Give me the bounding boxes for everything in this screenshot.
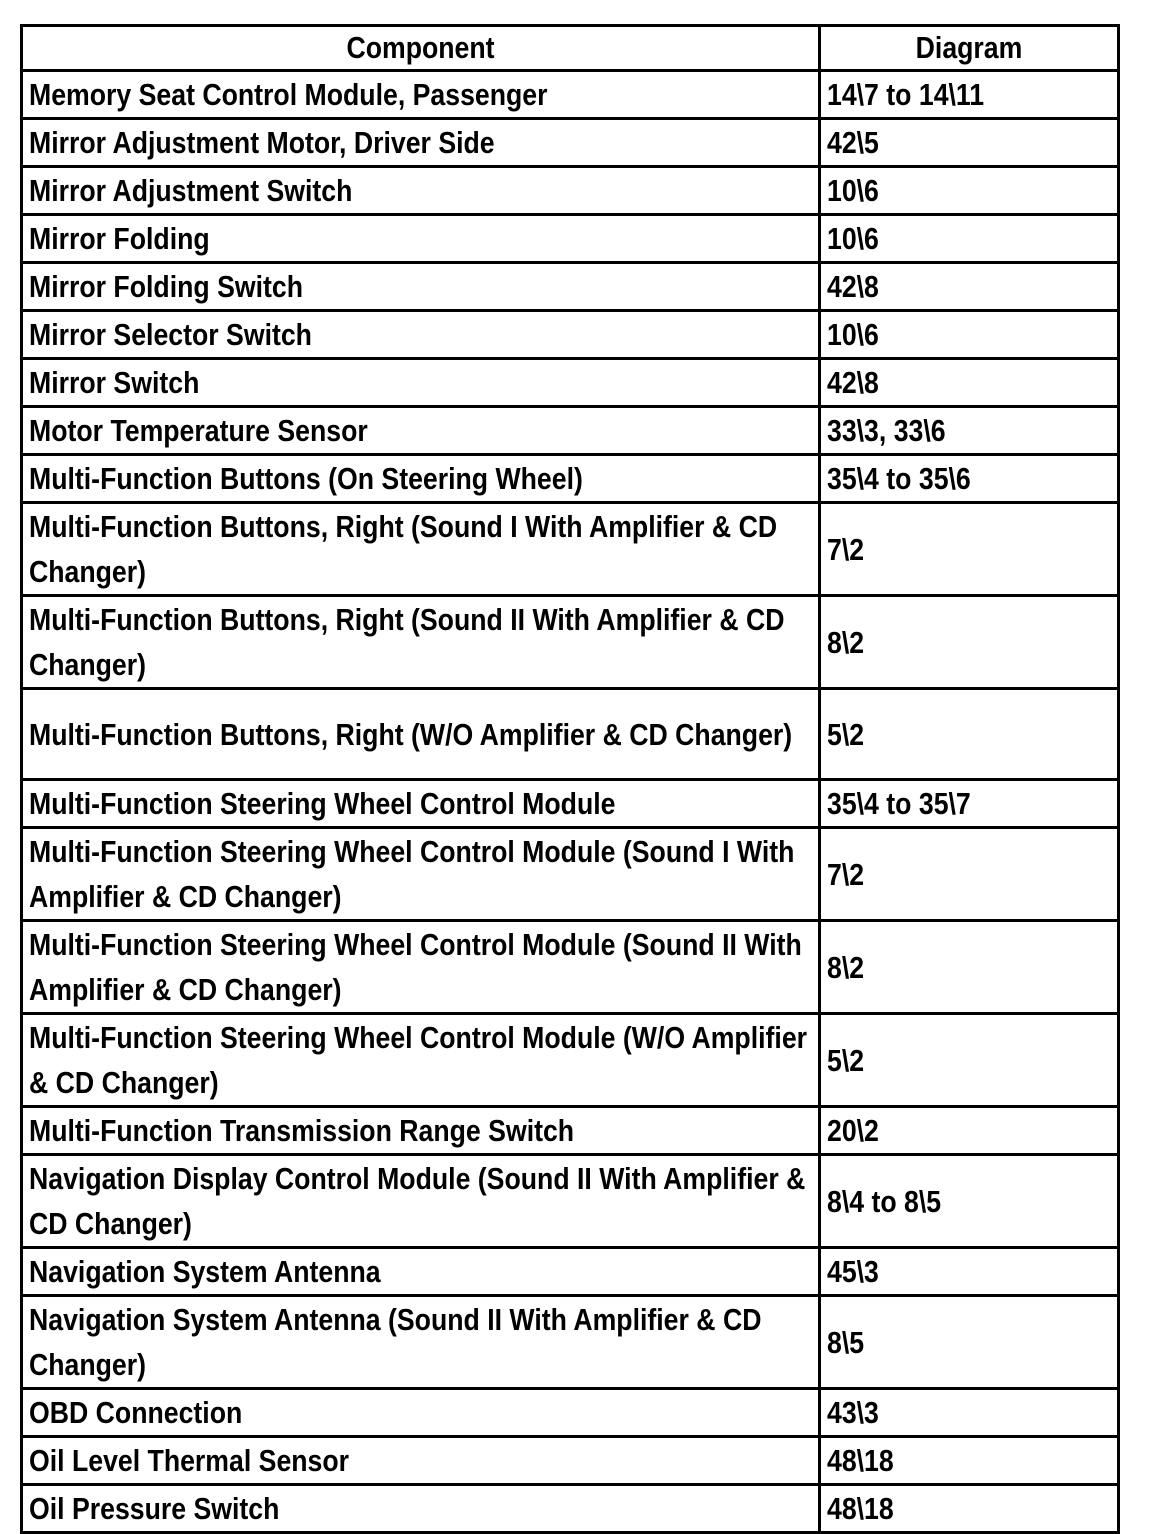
component-diagram-table [20,24,1120,1534]
table-row [22,1107,1119,1155]
table-row [22,503,1119,596]
component-cell: Multi-Function Buttons, Right (Sound I With Amplifier & CD Changer) [22,503,820,596]
table-row [22,455,1119,503]
component-cell: Navigation Display Control Module (Sound II With Amplifier & CD Changer) [22,1155,820,1248]
diagram-cell: 10\6 [820,167,1119,215]
component-cell: Multi-Function Buttons, Right (Sound II With Amplifier & CD Changer) [22,596,820,689]
header-row [22,26,1119,71]
diagram-cell: 45\3 [820,1248,1119,1296]
header-component: Component [22,26,820,71]
diagram-cell: 20\2 [820,1107,1119,1155]
component-cell: Mirror Selector Switch [22,311,820,359]
component-cell: Navigation System Antenna [22,1248,820,1296]
diagram-cell: 8\2 [820,921,1119,1014]
component-cell: Mirror Switch [22,359,820,407]
table-row [22,311,1119,359]
diagram-cell: 7\2 [820,503,1119,596]
diagram-cell: 35\4 to 35\7 [820,780,1119,828]
diagram-cell: 14\7 to 14\11 [820,71,1119,119]
component-cell: Motor Temperature Sensor [22,407,820,455]
component-cell: Multi-Function Transmission Range Switch [22,1107,820,1155]
table-body [22,71,1119,1533]
diagram-cell: 33\3, 33\6 [820,407,1119,455]
table-row [22,215,1119,263]
component-cell: Mirror Adjustment Motor, Driver Side [22,119,820,167]
table-row [22,828,1119,921]
table-row [22,71,1119,119]
table-row [22,167,1119,215]
header-diagram: Diagram [820,26,1119,71]
component-cell: Memory Seat Control Module, Passenger [22,71,820,119]
table-row [22,359,1119,407]
component-cell: Mirror Folding [22,215,820,263]
diagram-cell: 42\8 [820,263,1119,311]
diagram-cell: 10\6 [820,311,1119,359]
diagram-cell: 48\18 [820,1437,1119,1485]
table-row [22,407,1119,455]
table-row [22,1248,1119,1296]
table-row [22,1437,1119,1485]
table-row [22,1296,1119,1389]
table-row [22,1014,1119,1107]
table-row [22,596,1119,689]
component-cell: Multi-Function Buttons (On Steering Wheel) [22,455,820,503]
diagram-cell: 5\2 [820,689,1119,780]
diagram-cell: 10\6 [820,215,1119,263]
component-cell: OBD Connection [22,1389,820,1437]
component-cell: Multi-Function Steering Wheel Control Module (W/O Amplifier & CD Changer) [22,1014,820,1107]
component-cell: Multi-Function Steering Wheel Control Module (Sound I With Amplifier & CD Changer) [22,828,820,921]
table-row [22,689,1119,780]
component-cell: Navigation System Antenna (Sound II With Amplifier & CD Changer) [22,1296,820,1389]
table-row [22,1389,1119,1437]
diagram-cell: 48\18 [820,1485,1119,1533]
component-cell: Multi-Function Steering Wheel Control Module (Sound II With Amplifier & CD Changer) [22,921,820,1014]
diagram-cell: 35\4 to 35\6 [820,455,1119,503]
table-row [22,1485,1119,1533]
component-cell: Mirror Folding Switch [22,263,820,311]
table-row [22,780,1119,828]
table-row [22,119,1119,167]
table-row [22,263,1119,311]
component-cell: Multi-Function Buttons, Right (W/O Amplifier & CD Changer) [22,689,820,780]
diagram-cell: 8\4 to 8\5 [820,1155,1119,1248]
diagram-cell: 42\5 [820,119,1119,167]
table-row [22,1155,1119,1248]
diagram-cell: 8\2 [820,596,1119,689]
diagram-cell: 42\8 [820,359,1119,407]
diagram-cell: 43\3 [820,1389,1119,1437]
component-cell: Mirror Adjustment Switch [22,167,820,215]
diagram-cell: 7\2 [820,828,1119,921]
table-row [22,921,1119,1014]
diagram-cell: 5\2 [820,1014,1119,1107]
component-cell: Oil Pressure Switch [22,1485,820,1533]
diagram-cell: 8\5 [820,1296,1119,1389]
component-cell: Oil Level Thermal Sensor [22,1437,820,1485]
component-cell: Multi-Function Steering Wheel Control Module [22,780,820,828]
